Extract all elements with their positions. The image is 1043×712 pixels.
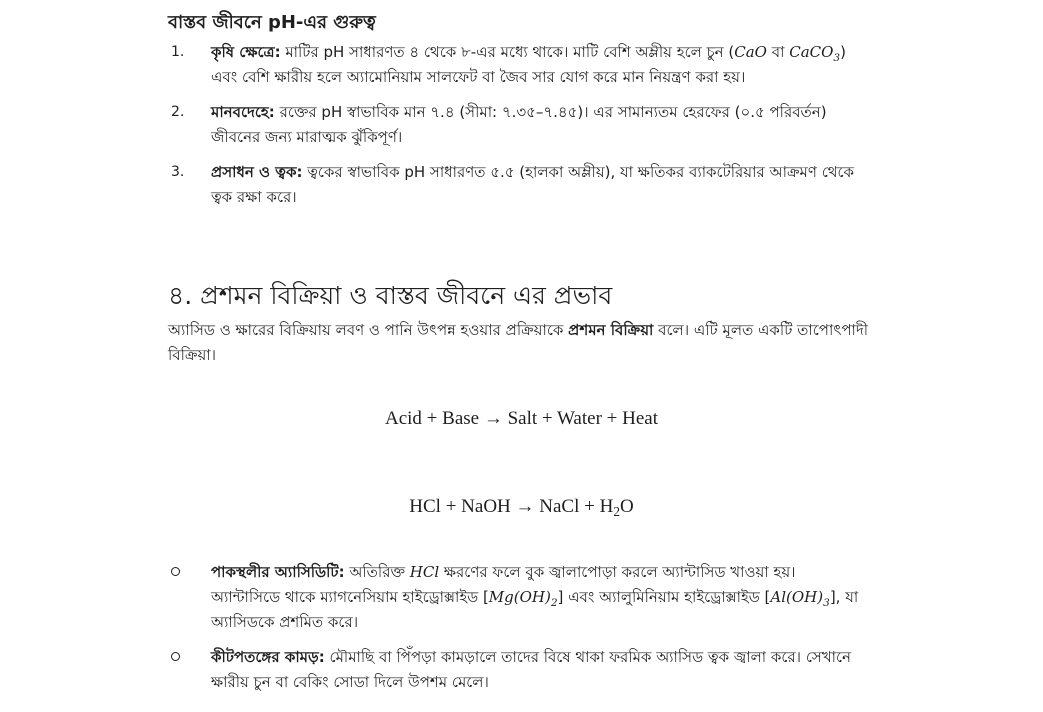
list-item-title: পাকস্থলীর অ্যাসিডিটি: xyxy=(211,563,345,581)
formula-al-oh-3: $Al(OH)_3$ xyxy=(770,588,830,609)
list-item-title: প্রসাধন ও ত্বক: xyxy=(211,163,303,181)
ph-importance-list xyxy=(168,40,868,210)
list-item-text: ত্বকের স্বাভাবিক pH সাধারণত ৫.৫ (হালকা অম্লীয়), যা ক্ষতিকর ব্যাকটেরিয়ার আক্রমণ থেকে ত্বক রক্ষা করে। xyxy=(211,163,855,206)
neutralization-intro-paragraph: অ্যাসিড ও ক্ষারের বিক্রিয়ায় লবণ ও পানি উৎপন্ন হওয়ার প্রক্রিয়াকে প্রশমন বিক্রিয়া বলে। এটি মূলত একটি তাপোৎপাদী বিক্রিয়া। xyxy=(168,321,869,364)
section-heading-ph-importance: বাস্তব জীবনে pH-এর গুরুত্ব xyxy=(168,12,376,33)
formula-caco3: CaCO$_3$ xyxy=(789,43,841,64)
equation-example: HCl + NaOH → NaCl + $H_2O$ xyxy=(409,496,634,519)
list-item-text: ) এবং বেশি ক্ষারীয় হলে অ্যামোনিয়াম সালফেট বা জৈব সার যোগ করে মান নিয়ন্ত্রণ করা হয়। xyxy=(211,43,846,86)
list-number: 1. xyxy=(171,44,185,60)
list-item-text: বা xyxy=(766,43,785,61)
formula-cao: CaO xyxy=(734,43,767,61)
list-item-title: মানবদেহে: xyxy=(211,103,275,121)
list-item-agriculture xyxy=(168,40,868,90)
formula-mg-oh-2: $Mg(OH)_2$ xyxy=(488,588,558,609)
list-item-insect-bite: কীটপতঙ্গের কামড়: মৌমাছি বা পিঁপড়া কামড়ালে তাদের বিষে থাকা ফরমিক অ্যাসিড ত্বক জ্বালা করে। সেখানে ক্ষারীয় চুন বা বেকিং সোডা দিলে উপশম মেলে। xyxy=(168,645,868,695)
neutralization-examples-list xyxy=(168,560,868,695)
bold-term: প্রশমন বিক্রিয়া xyxy=(568,321,654,339)
circle-bullet-icon xyxy=(171,567,180,576)
list-item-title: কৃষি ক্ষেত্রে: xyxy=(211,43,281,61)
section-heading-neutralization: ৪. প্রশমন বিক্রিয়া ও বাস্তব জীবনে এর প্রভাব xyxy=(168,281,613,310)
list-item-human-body xyxy=(168,100,868,150)
list-item-title: কীটপতঙ্গের কামড়: xyxy=(211,648,325,666)
formula-hcl: HCl xyxy=(409,563,440,581)
circle-bullet-icon xyxy=(171,652,180,661)
list-item-cosmetics-skin xyxy=(168,160,868,210)
equation-general: Acid + Base → Salt + Water + Heat xyxy=(385,408,658,429)
list-number: 2. xyxy=(171,104,185,120)
list-item-stomach-acidity: পাকস্থলীর অ্যাসিডিটি: অতিরিক্ত HCl ক্ষরণের ফলে বুক জ্বালাপোড়া করলে অ্যান্টাসিড খাওয়া হয়। অ্যান্টাসিডে থাকে ম্যাগনেসিয়াম হাইড্রোক্সাইড $[Mg(OH)_2]$ এবং অ্যালুমিনিয়াম হাইড্রোক্সাইড $[Al(OH)_3]$, যা অ্যাসিডকে প্রশমিত করে। xyxy=(168,560,868,635)
list-number: 3. xyxy=(171,164,185,180)
list-item-text: রক্তের pH স্বাভাবিক মান ৭.৪ (সীমা: ৭.৩৫–৭.৪৫)। এর সামান্যতম হেরফের (০.৫ পরিবর্তন) জীবনের জন্য মারাত্মক ঝুঁকিপূর্ণ। xyxy=(211,103,827,146)
list-item-text: মাটির pH সাধারণত ৪ থেকে ৮-এর মধ্যে থাকে। মাটি বেশি অম্লীয় হলে চুন ( xyxy=(280,43,735,61)
